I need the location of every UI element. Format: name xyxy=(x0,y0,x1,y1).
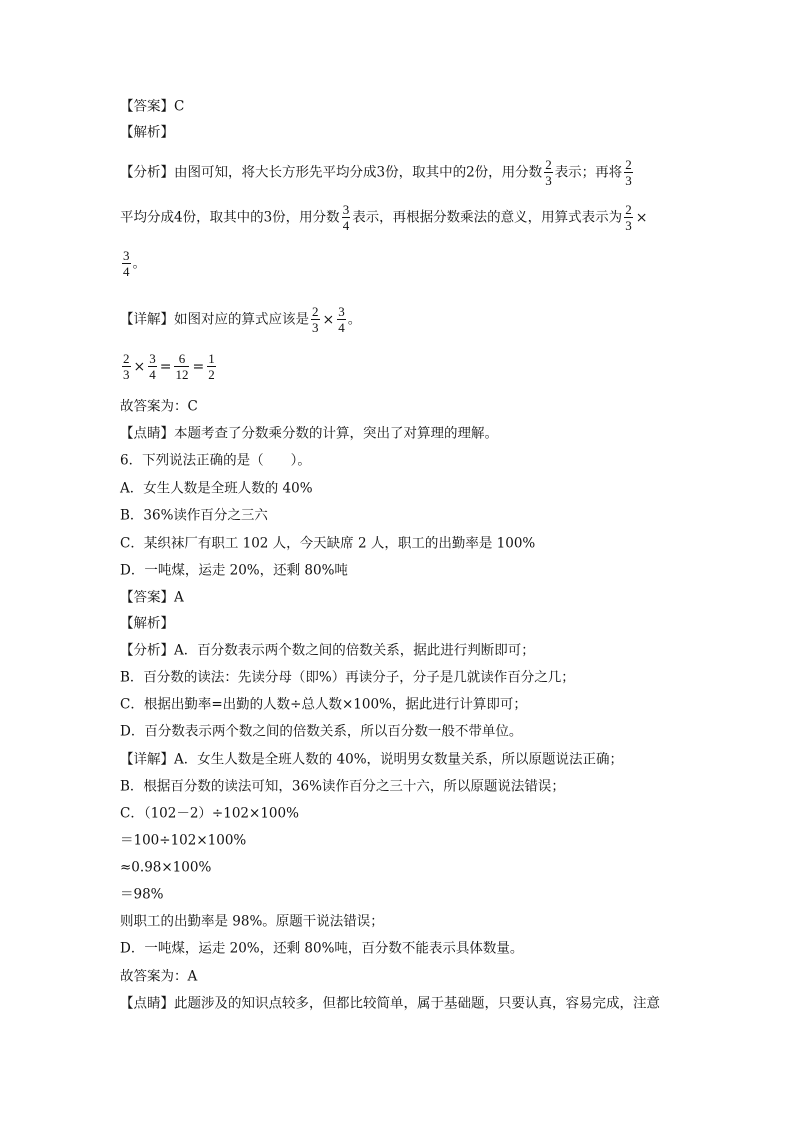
comment-line xyxy=(120,993,684,1014)
answer-line xyxy=(120,587,684,608)
analysis-text: 表示；再将 xyxy=(554,164,623,181)
comment-text: 此题涉及的知识点较多，但都比较简单，属于基础题，只要认真，容易完成，注意 xyxy=(174,995,660,1012)
analysis-text: 由图可知，将大长方形先平均分成3份，取其中的2份，用分数 xyxy=(174,164,543,181)
analysis-heading xyxy=(120,613,684,634)
fraction-denominator: 3 xyxy=(312,320,319,335)
fraction-numerator: 2 xyxy=(625,157,632,172)
fraction-denominator: 3 xyxy=(123,367,130,382)
fraction-numerator: 3 xyxy=(342,202,350,217)
analysis-paragraph-line-2 xyxy=(120,200,684,234)
fraction-numerator: 2 xyxy=(123,351,130,366)
conclusion-line xyxy=(120,966,684,987)
fraction xyxy=(624,202,633,233)
detail-text: 如图对应的算式应该是 xyxy=(174,311,309,328)
fraction-denominator: 3 xyxy=(625,218,632,233)
analysis-heading xyxy=(120,122,684,143)
fraction xyxy=(624,157,633,188)
detail-line xyxy=(120,302,684,336)
answer-value: C xyxy=(174,98,185,115)
equals-sign: = xyxy=(192,358,205,375)
calc-text: ≈0.98×100% xyxy=(120,859,212,876)
comment-text: 本题考查了分数乘分数的计算，突出了对算理的理解。 xyxy=(174,425,498,442)
fraction-denominator: 12 xyxy=(175,367,189,382)
detail-text: A．女生人数是全班人数的 40%，说明男女数量关系，所以原题说法正确； xyxy=(174,751,624,768)
comment-line xyxy=(120,423,684,444)
analysis-paragraph-line-1 xyxy=(120,155,684,189)
detail-line-c xyxy=(120,803,684,824)
detail-tag: 【详解】 xyxy=(120,751,174,768)
detail-line-b xyxy=(120,776,684,797)
equation-line xyxy=(120,349,684,383)
detail-tag: 【详解】 xyxy=(120,311,174,328)
fraction-denominator: 4 xyxy=(338,320,345,335)
analysis-tag: 【分析】 xyxy=(120,642,174,659)
fraction-numerator: 3 xyxy=(149,351,156,366)
option-b xyxy=(120,505,684,526)
option-a xyxy=(120,478,684,499)
fraction xyxy=(337,304,346,335)
calc-text: ＝98% xyxy=(120,886,164,903)
fraction-denominator: 3 xyxy=(625,173,632,188)
calc-text: ＝100÷102×100% xyxy=(120,832,247,849)
analysis-text: 表示，再根据分数乘法的意义，用算式表示为 xyxy=(352,209,623,226)
option-text: A．女生人数是全班人数的 40% xyxy=(120,480,313,497)
comment-tag: 【点睛】 xyxy=(120,425,174,442)
comment-tag: 【点睛】 xyxy=(120,995,174,1012)
fraction-denominator: 4 xyxy=(149,367,156,382)
analysis-paragraph-line-3 xyxy=(120,246,684,280)
analysis-text: B．百分数的读法：先读分母（即%）再读分子，分子是几就读作百分之几； xyxy=(120,669,575,686)
times-sign: × xyxy=(133,358,146,375)
fraction xyxy=(174,351,189,382)
fraction-numerator: 2 xyxy=(625,202,632,217)
analysis-line-b xyxy=(120,667,684,688)
conclusion-line xyxy=(120,396,684,417)
fraction-numerator: 3 xyxy=(123,248,130,263)
fraction xyxy=(342,202,351,233)
period: 。 xyxy=(347,311,362,328)
fraction xyxy=(544,157,553,188)
fraction-numerator: 2 xyxy=(545,157,552,172)
option-c xyxy=(120,533,684,554)
analysis-tag: 【解析】 xyxy=(120,615,174,632)
fraction xyxy=(311,304,320,335)
analysis-line-a xyxy=(120,640,684,661)
fraction xyxy=(122,248,131,279)
period: 。 xyxy=(132,255,146,272)
option-d xyxy=(120,560,684,581)
fraction-numerator: 2 xyxy=(312,304,319,319)
answer-line xyxy=(120,96,684,117)
detail-text: B．根据百分数的读法可知，36%读作百分之三十六，所以原题说法错误； xyxy=(120,778,565,795)
fraction xyxy=(207,351,216,382)
answer-tag: 【答案】 xyxy=(120,98,174,115)
detail-text: 则职工的出勤率是 98%。原题干说法错误； xyxy=(120,913,384,930)
fraction-denominator: 4 xyxy=(342,218,350,233)
option-text: B．36%读作百分之三六 xyxy=(120,507,268,524)
fraction-numerator: 1 xyxy=(208,351,215,366)
analysis-text: C．根据出勤率=出勤的人数÷总人数×100%，据此进行计算即可； xyxy=(120,696,527,713)
detail-line-conclusion xyxy=(120,911,684,932)
analysis-text: A．百分数表示两个数之间的倍数关系，据此进行判断即可； xyxy=(174,642,535,659)
fraction xyxy=(148,351,157,382)
fraction-denominator: 2 xyxy=(208,367,215,382)
option-text: C．某织袜厂有职工 102 人，今天缺席 2 人，职工的出勤率是 100% xyxy=(120,535,536,552)
times-sign: × xyxy=(322,311,335,328)
fraction-numerator: 6 xyxy=(174,351,189,367)
calc-step-3 xyxy=(120,884,684,905)
calc-step-2 xyxy=(120,857,684,878)
question-title xyxy=(120,450,684,471)
conclusion-text: 故答案为：C xyxy=(120,398,198,415)
analysis-text: 平均分成4份，取其中的3份，用分数 xyxy=(120,209,340,226)
detail-line-a xyxy=(120,749,684,770)
detail-text: C．（102－2）÷102×100% xyxy=(120,805,299,822)
analysis-tag: 【解析】 xyxy=(120,124,174,141)
fraction-denominator: 3 xyxy=(545,173,552,188)
analysis-line-d xyxy=(120,721,684,742)
answer-value: A xyxy=(174,589,184,606)
question-text: 6．下列说法正确的是（ ）。 xyxy=(120,452,311,469)
analysis-tag: 【分析】 xyxy=(120,164,174,181)
analysis-text: D．百分数表示两个数之间的倍数关系，所以百分数一般不带单位。 xyxy=(120,723,523,740)
fraction xyxy=(122,351,131,382)
times-sign: × xyxy=(635,209,648,226)
detail-text: D．一吨煤，运走 20%，还剩 80%吨，百分数不能表示具体数量。 xyxy=(120,940,524,957)
equals-sign: = xyxy=(159,358,172,375)
option-text: D．一吨煤，运走 20%，还剩 80%吨 xyxy=(120,562,348,579)
detail-line-d xyxy=(120,938,684,959)
fraction-denominator: 4 xyxy=(123,264,130,279)
calc-step-1 xyxy=(120,830,684,851)
conclusion-text: 故答案为：A xyxy=(120,968,198,985)
analysis-line-c xyxy=(120,694,684,715)
fraction-numerator: 3 xyxy=(338,304,345,319)
answer-tag: 【答案】 xyxy=(120,589,174,606)
